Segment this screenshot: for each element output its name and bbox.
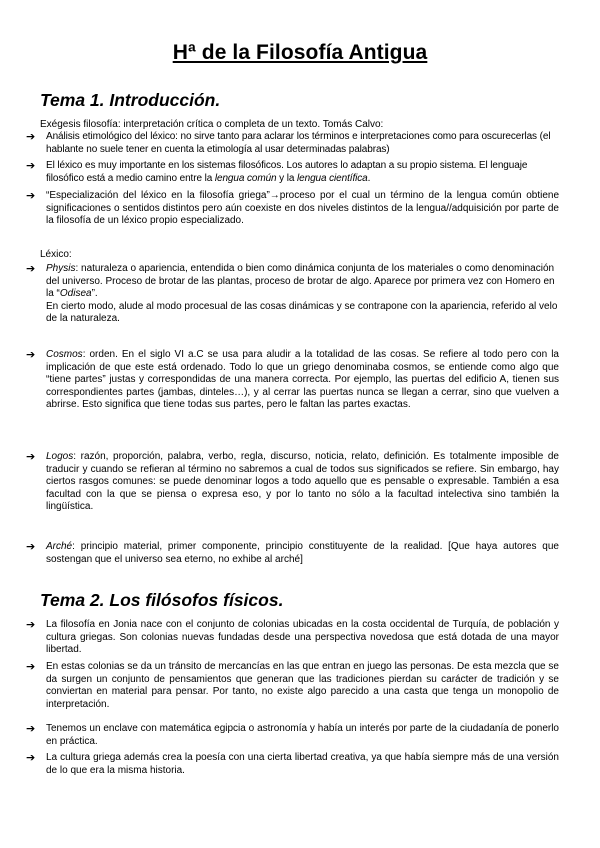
term-label: Logos xyxy=(46,451,74,462)
list-item-text: : principio material, primer componente, principio constituyente de la realidad. [Que haya autores que sostengan que el universo sea eterno, no exhibe al arché] xyxy=(46,541,559,565)
list-item-text: La filosofía en Jonia nace con el conjunto de colonias ubicadas en la costa occidental de Turquía, de población y cultura griegas. Son colonias nuevas fundadas desde una perspectiva novedosa que está dotada de una mayor libertad. xyxy=(46,619,559,655)
list-item-text: : orden. En el siglo VI a.C se usa para aludir a la totalidad de las cosas. Se refiere al todo pero con la implicación de que este está ordenado. Todo lo que un griego denominaba cosmos, se entiende como algo que “tiene partes” justas y correspondidas de una manera correcta. Por ejemplo, las puertas del edificio A, tienen sus correspondientes partes (jambas, dinteles…), y al cerrar las puertas nunca se llegan a cerrar, sino que vuelven a abrirse. Esto significa que tiene todas sus partes, pero le faltan las partes exactas. xyxy=(46,349,559,410)
arrow-bullet-icon: ➔ xyxy=(26,160,36,172)
list-item-text: y la xyxy=(276,172,298,184)
list-item xyxy=(26,619,559,657)
section-heading-tema-2: Tema 2. Los filósofos físicos. xyxy=(40,590,284,610)
emphasis-text: Odisea xyxy=(59,288,92,299)
term-label: Cosmos xyxy=(46,349,83,360)
list-item-text: Análisis etimológico del léxico: no sirve tanto para aclarar los términos e interpretaciones como para oscurecerlas (el hablante no suele tener en cuenta la etimología al usar determinadas palabras) xyxy=(46,131,551,155)
list-item xyxy=(26,451,559,514)
arrow-bullet-icon: ➔ xyxy=(26,349,36,361)
intro-paragraph: Exégesis filosofía: interpretación crítica o completa de un texto. Tomás Calvo: xyxy=(40,119,384,130)
list-item xyxy=(26,160,559,185)
list-item-text: : razón, proporción, palabra, verbo, regla, discurso, noticia, relato, definición. Es totalmente imposible de traducir y cuando se refieran al término no sabremos a cual de todos sus significados se refiere. Sin embargo, hay ciertos rasgos comunes: se puede denominar logos a todo aquello que es pensable o expresable. También a esa facultad con la que se piensa o expresa eso, y por lo tanto no sólo a la facultad intelectiva sino también la lingüística. xyxy=(46,451,559,512)
list-item-text: : naturaleza o apariencia, entendida o bien como dinámica conjunta de los materiales o como denominación del universo. Proceso de brotar de las plantas, proceso de brotar de algo. Aparece por primera vez con Homero en la “ xyxy=(46,263,555,299)
emphasis-text: lengua científica xyxy=(297,172,368,184)
arrow-bullet-icon: ➔ xyxy=(26,752,36,764)
list-item xyxy=(26,723,559,748)
list-item xyxy=(26,263,559,326)
arrow-bullet-icon: ➔ xyxy=(26,723,36,735)
arrow-bullet-icon: ➔ xyxy=(26,451,36,463)
list-item-text: En estas colonias se da un tránsito de mercancías en las que entran en juego las personas. De esta mezcla que se da surgen un conjunto de pensamientos que generan que las tradiciones pierdan su carácter de tradición y se conviertan en material para pensar. Por tanto, no existe algo parecido a una casta que tenga un monopolio de interpretación. xyxy=(46,661,559,710)
list-item-text: El léxico es muy importante en los sistemas filosóficos. Los autores lo adaptan a su propio sistema. El lenguaje filosófico está a medio camino entre la xyxy=(46,160,528,184)
list-item-text: “Especialización del léxico en la filosofía griega”→proceso por el cual un término de la lengua común obtiene significaciones o sentidos distintos pero aún coexiste en dos niveles distintos de la lengua//adquisición por parte de la filosofía de un léxico propio especializado. xyxy=(46,190,559,226)
document-title: Hª de la Filosofía Antigua xyxy=(172,41,428,64)
list-item-extra-text: En cierto modo, alude al modo procesual de las cosas dinámicas y se contrapone con la apariencia, referido al velo de la naturaleza. xyxy=(46,300,558,324)
term-label: Physis xyxy=(46,263,76,274)
list-item xyxy=(26,541,559,566)
list-item xyxy=(26,752,559,777)
arrow-bullet-icon: ➔ xyxy=(26,619,36,631)
arrow-bullet-icon: ➔ xyxy=(26,131,36,143)
arrow-bullet-icon: ➔ xyxy=(26,541,36,553)
lexico-label: Léxico: xyxy=(40,249,72,260)
list-item-text: ”. xyxy=(91,288,98,299)
list-item-text: La cultura griega además crea la poesía con una cierta libertad creativa, ya que había siempre más de una versión de lo que era la misma historia. xyxy=(46,752,559,776)
list-item-text: . xyxy=(367,172,371,184)
list-item-text: Tenemos un enclave con matemática egipcia o astronomía y había un interés por parte de la ciudadanía de ponerlo en práctica. xyxy=(46,723,559,747)
list-item xyxy=(26,131,559,156)
emphasis-text: lengua común xyxy=(214,172,277,184)
list-item xyxy=(26,349,559,412)
arrow-bullet-icon: ➔ xyxy=(26,190,36,202)
arrow-bullet-icon: ➔ xyxy=(26,661,36,673)
list-item xyxy=(26,661,559,711)
arrow-bullet-icon: ➔ xyxy=(26,263,36,275)
term-label: Arché xyxy=(46,541,73,552)
section-heading-tema-1: Tema 1. Introducción. xyxy=(40,90,221,110)
list-item xyxy=(26,190,559,228)
